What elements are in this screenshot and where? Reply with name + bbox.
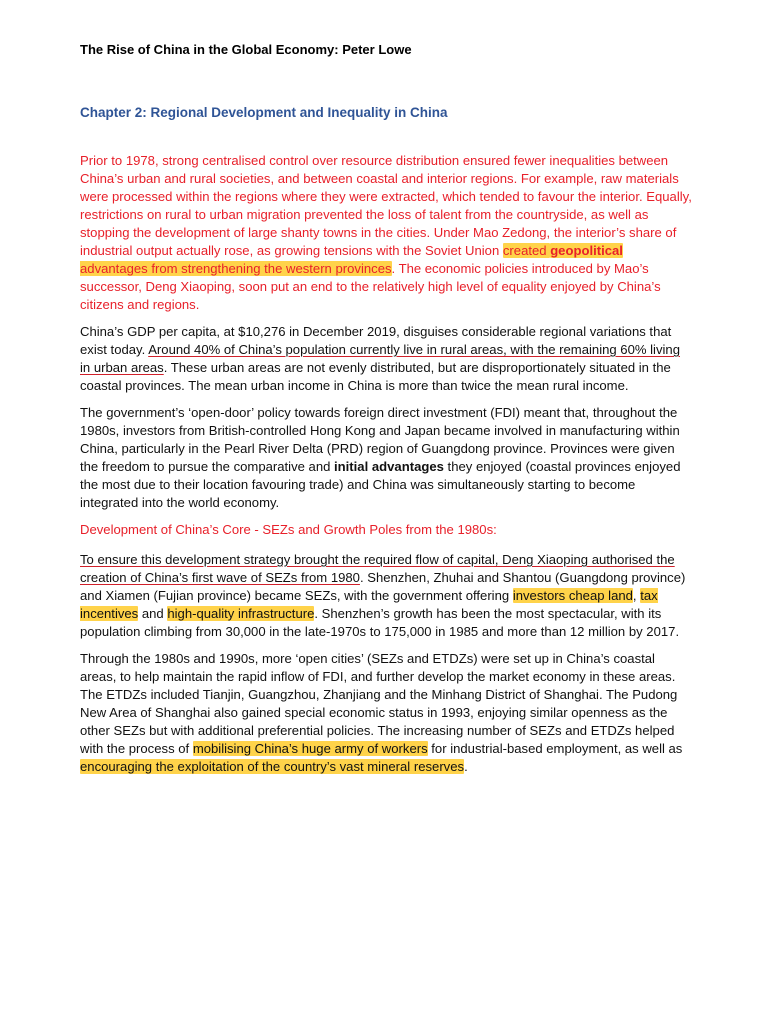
text-run: Prior to 1978, strong centralised control over resource distribution ensured fewer inequalities between China’s urban and rural societies, and between coastal and interior regions. For example, raw materials were processed within the regions where they were extracted, which tended to favour the interior. Equally, restrictions on rural to urban migration prevented the loss of talent from the countryside, as well as stopping the development of large shanty towns in the cities. Under Mao Zedong, the interior’s share of industrial output actually rose, as growing tensions with the Soviet Union bbox=[80, 153, 692, 258]
text-run: . These urban areas are not evenly distributed, but are disproportionately situated in the coastal provinces. The mean urban income in China is more than twice the mean rural income. bbox=[80, 360, 671, 393]
highlighted-text: investors cheap land bbox=[512, 588, 633, 603]
text-run: China’s GDP per capita, at $10,276 in December 2019, disguises considerable regional variations that exist today. bbox=[80, 324, 672, 357]
underlined-text: To ensure this development strategy brought the required flow of capital, Deng Xiaoping authorised the creation of China’s first wave of SEZs from 1980 bbox=[80, 552, 675, 585]
paragraph-intro bbox=[80, 152, 692, 314]
highlighted-text: tax incentives bbox=[80, 588, 658, 621]
text-run: they enjoyed (coastal provinces enjoyed the most due to their location favouring trade) and China was simultaneously starting to become integrated into the world economy. bbox=[80, 459, 681, 510]
highlighted-text: encouraging the exploitation of the country’s vast mineral reserves bbox=[80, 759, 465, 774]
document-body bbox=[80, 152, 692, 785]
text-run: Development of China’s Core - SEZs and Growth Poles from the 1980s: bbox=[80, 522, 497, 537]
highlighted-text: high-quality infrastructure bbox=[167, 606, 315, 621]
chapter-heading: Chapter 2: Regional Development and Inequality in China bbox=[80, 105, 448, 120]
highlighted-text: geopolitical bbox=[550, 243, 623, 258]
underlined-text: Around 40% of China’s population currently live in rural areas, with the remaining 60% living in urban areas bbox=[80, 342, 680, 375]
highlighted-text: created bbox=[502, 243, 551, 258]
text-run: . Shenzhen, Zhuhai and Shantou (Guangdong province) and Xiamen (Fujian province) became SEZs, with the government offering bbox=[80, 570, 686, 603]
section-heading bbox=[80, 521, 692, 539]
document-header: The Rise of China in the Global Economy: Peter Lowe bbox=[80, 42, 412, 57]
paragraph-open-door bbox=[80, 404, 692, 512]
highlighted-text: advantages from strengthening the western provinces bbox=[80, 261, 392, 276]
text-run: for industrial-based employment, as well as bbox=[427, 741, 683, 756]
text-run: , bbox=[632, 588, 641, 603]
bold-text: initial advantages bbox=[334, 459, 444, 474]
text-run: and bbox=[138, 606, 168, 621]
paragraph-gdp bbox=[80, 323, 692, 395]
text-run: . The economic policies introduced by Mao’s successor, Deng Xiaoping, soon put an end to the relatively high level of equality enjoyed by China’s citizens and regions. bbox=[80, 261, 661, 312]
text-run: . bbox=[464, 759, 468, 774]
text-run: Through the 1980s and 1990s, more ‘open cities’ (SEZs and ETDZs) were set up in China’s coastal areas, to help maintain the rapid inflow of FDI, and further develop the market economy in these areas. The ETDZs included Tianjin, Guangzhou, Zhanjiang and the Minhang District of Shanghai. The Pudong New Area of Shanghai also gained special economic status in 1993, enjoying similar openness as the other SEZs but with additional preferential policies. The increasing number of SEZs and ETDZs helped with the process of bbox=[80, 651, 678, 756]
highlighted-text: mobilising China’s huge army of workers bbox=[192, 741, 428, 756]
paragraph-sezs bbox=[80, 551, 692, 641]
text-run: . Shenzhen’s growth has been the most spectacular, with its population climbing from 30,000 in the late-1970s to 175,000 in 1985 and more than 12 million by 2017. bbox=[80, 606, 680, 639]
text-run: The government’s ‘open-door’ policy towards foreign direct investment (FDI) meant that, throughout the 1980s, investors from British-controlled Hong Kong and Japan became involved in manufacturing within China, particularly in the Pearl River Delta (PRD) region of Guangdong province. Provinces were given the freedom to pursue the comparative and bbox=[80, 405, 680, 474]
paragraph-open-cities bbox=[80, 650, 692, 776]
